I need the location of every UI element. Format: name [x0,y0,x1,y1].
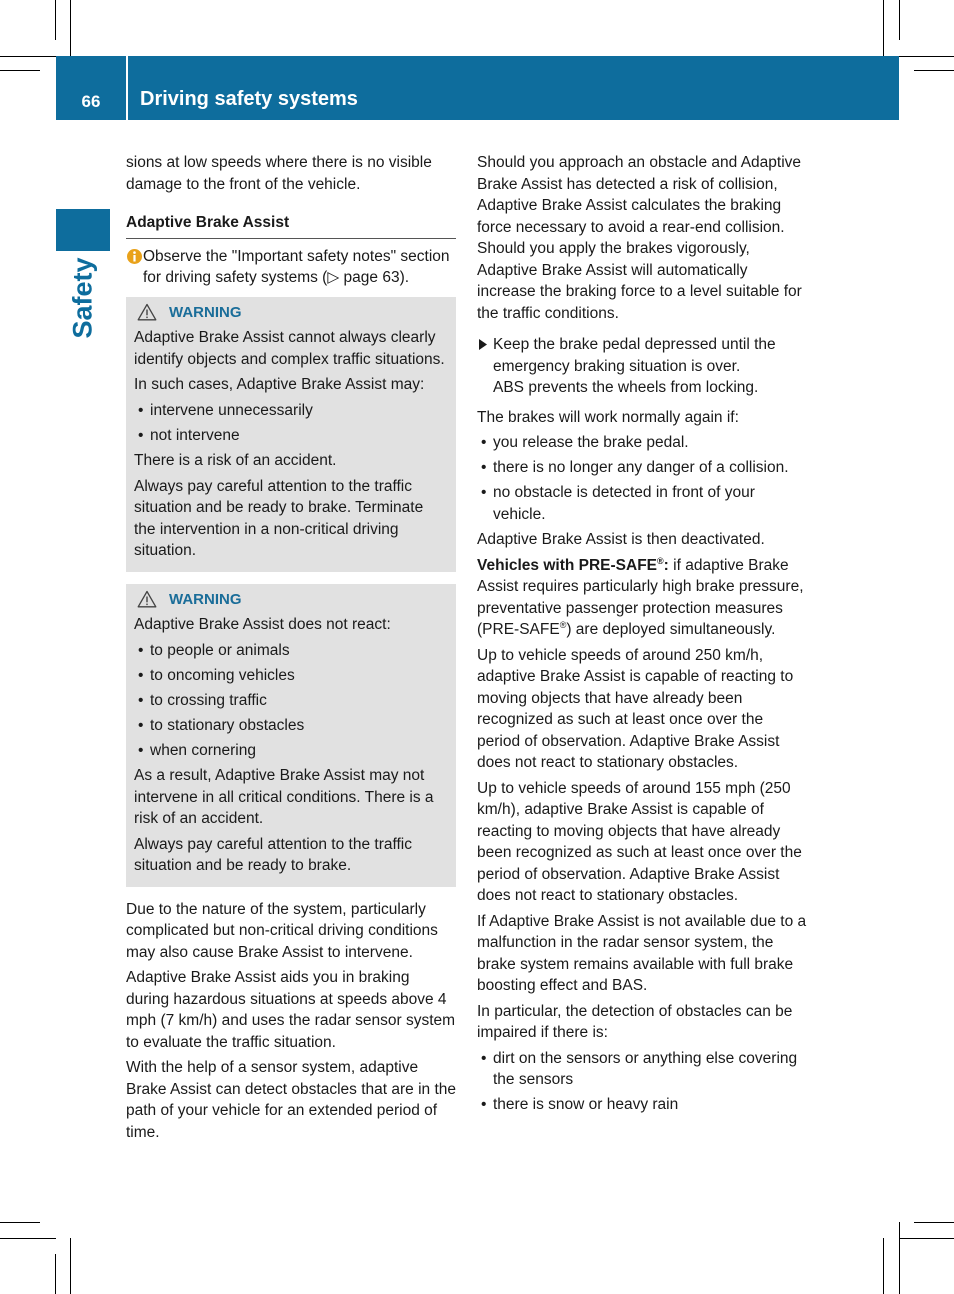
side-tab-label: Safety [67,257,98,339]
list-item: • there is snow or heavy rain [477,1094,809,1116]
list-item: • when cornering [134,740,448,762]
warning-text: In such cases, Adaptive Brake Assist may: [134,376,425,393]
warning-text: Adaptive Brake Assist does not react: [134,616,391,633]
right-column [477,152,809,1120]
list-item: • to stationary obstacles [134,715,448,737]
crop-mark [899,56,954,57]
crop-mark [914,1222,954,1223]
section-title: Driving safety systems [140,88,358,110]
step-text: Keep the brake pedal depressed until the emergency braking situation is over. [493,336,776,375]
list-item: • you release the brake pedal. [477,432,809,454]
crop-mark [0,56,56,57]
warning-text: Always pay careful attention to the traffic situation and be ready to brake. Terminate the intervention in a non-critical driving situation. [134,477,424,559]
warning-title: WARNING [169,303,242,321]
presafe-label [477,557,669,574]
warning-header [134,302,448,324]
list-item: • there is no longer any danger of a collision. [477,457,809,479]
warning-title: WARNING [169,590,242,608]
body-paragraph: Adaptive Brake Assist is then deactivated. [477,531,765,548]
warning-header [134,589,448,611]
body-paragraph: Adaptive Brake Assist aids you in braking during hazardous situations at speeds above 4 mph (7 km/h) and uses the radar sensor system to evaluate the traffic situation. [126,969,456,1051]
body-paragraph: If Adaptive Brake Assist is not available due to a malfunction in the radar sensor system, the brake system remains available with full brake boosting effect and BAS. [477,912,807,994]
step-arrow-icon [479,339,487,350]
list-item: • to oncoming vehicles [134,665,448,687]
presafe-label-text: Vehicles with PRE-SAFE [477,556,658,574]
crop-mark [899,0,900,40]
presafe-colon: : [663,556,669,574]
crop-mark [0,1238,56,1239]
list-item: • dirt on the sensors or anything else covering the sensors [477,1048,809,1091]
warning-text: As a result, Adaptive Brake Assist may not intervene in all critical conditions. There is a risk of an accident. [134,767,434,827]
step-result: ABS prevents the wheels from locking. [493,379,759,396]
heading-rule [126,238,456,239]
warning-list [134,640,448,762]
crop-mark [883,1238,884,1294]
body-paragraph: Should you approach an obstacle and Adaptive Brake Assist has detected a risk of collision, Adaptive Brake Assist calculates the braking force necessary to avoid a rear-end collision. Should you apply the brakes vigorously, Adaptive Brake Assist will automatically increase the braking force to a level suitable for the traffic conditions. [477,154,802,322]
body-paragraph: Up to vehicle speeds of around 155 mph (250 km/h), adaptive Brake Assist is capable of reacting to moving objects that have already been recognized as such at least once over the period of observation. Adaptive Brake Assist does not react to stationary obstacles. [477,779,802,904]
list-item: • no obstacle is detected in front of your vehicle. [477,482,809,525]
registered-mark: ® [559,619,567,630]
list-item: • not intervene [134,425,448,447]
info-icon [126,248,143,265]
page-header [56,56,899,120]
warning-list [134,400,448,447]
left-column [126,152,456,1147]
intro-paragraph: sions at low speeds where there is no visible damage to the front of the vehicle. [126,154,432,193]
crop-mark [70,1238,71,1294]
subheading: Adaptive Brake Assist [126,214,290,231]
list-item: • to crossing traffic [134,690,448,712]
warning-box [126,584,456,887]
conditions-list [477,432,809,525]
crop-mark [0,70,40,71]
crop-mark [55,0,56,40]
body-paragraph: Due to the nature of the system, particularly complicated but non-critical driving conditions may also cause Brake Assist to intervene. [126,900,438,961]
header-divider [126,56,128,120]
warning-text: Adaptive Brake Assist cannot always clearly identify objects and complex traffic situations. [134,329,445,368]
presafe-text: if adaptive Brake Assist requires particularly high brake pressure, preventative passenger protection measures (PRE-SAFE [477,556,804,638]
body-paragraph: With the help of a sensor system, adaptive Brake Assist can detect obstacles that are in the path of your vehicle for an extended period of time. [126,1059,456,1141]
presafe-text: ) are deployed simultaneously. [566,621,776,638]
impairment-list [477,1048,809,1116]
crop-mark [914,70,954,71]
list-item: • intervene unnecessarily [134,400,448,422]
list-item: • to people or animals [134,640,448,662]
warning-triangle-icon [137,590,157,608]
body-paragraph: In particular, the detection of obstacles can be impaired if there is: [477,1002,793,1041]
body-paragraph: The brakes will work normally again if: [477,408,739,426]
crop-mark [55,1254,56,1294]
crop-mark [883,0,884,56]
page-number: 66 [81,92,101,111]
warning-box [126,297,456,572]
warning-triangle-icon [137,303,157,321]
side-tab [56,209,110,251]
crop-mark [899,1238,954,1239]
instruction-step [477,334,809,399]
warning-text: Always pay careful attention to the traffic situation and be ready to brake. [134,835,413,874]
presafe-paragraph [477,555,809,641]
info-note [126,246,456,289]
warning-text: There is a risk of an accident. [134,452,337,469]
info-note-text: Observe the "Important safety notes" section for driving safety systems (▷ page 63). [143,247,450,286]
crop-mark [0,1222,40,1223]
crop-mark [899,1222,900,1294]
body-paragraph: Up to vehicle speeds of around 250 km/h, adaptive Brake Assist is capable of reacting to moving objects that have already been recognized as such at least once over the period of observation. Adaptive Brake Assist does not react to stationary obstacles. [477,646,794,771]
registered-mark: ® [657,555,664,566]
crop-mark [70,0,71,56]
